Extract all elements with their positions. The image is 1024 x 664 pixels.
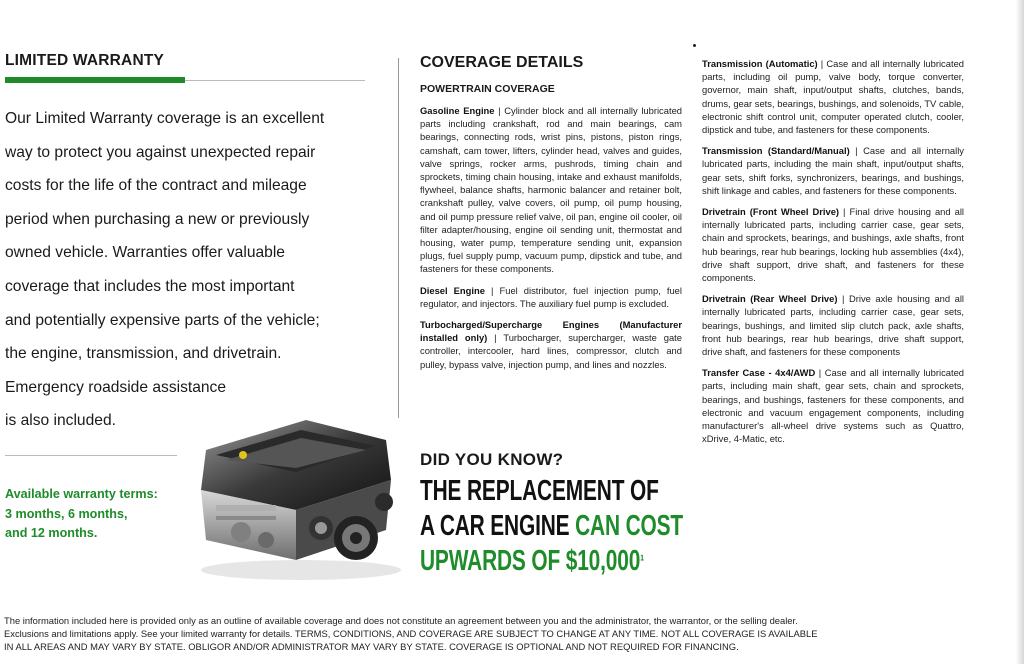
body-line: Our Limited Warranty coverage is an excellent <box>5 110 325 127</box>
footer-line: Exclusions and limitations apply. See your limited warranty for details. TERMS, CONDITIONS, AND COVERAGE ARE SUBJECT TO CHANGE AT ANY TIME. NOT ALL COVERAGE IS AVAILABLE <box>4 627 818 639</box>
footer-line: The information included here is provided only as an outline of available coverage and does not constitute an agreement between you and the administrator, the warrantor, or the selling dealer. <box>4 615 798 626</box>
column-divider <box>398 58 399 418</box>
limited-warranty-title: LIMITED WARRANTY <box>5 52 165 69</box>
disclaimer-footer <box>4 615 966 653</box>
coverage-column-right <box>702 57 964 453</box>
body-line: way to protect you against unexpected repair <box>5 143 316 161</box>
engine-cost-callout <box>420 474 683 579</box>
coverage-item-transfer-case: Transfer Case - 4x4/AWD | Case and all internally lubricated parts, including main shaft, gear sets, chain and sprockets, bearings, and bushings, fasteners for these components, and electronic and vacuum engagement components, including manufacturer's all-wheel drive systems such as Quattro, xDrive, 4-Matic, etc. <box>702 367 964 445</box>
callout-line-1: THE REPLACEMENT OF <box>420 475 659 507</box>
body-line: the engine, transmission, and drivetrain. <box>5 345 282 363</box>
coverage-item-drivetrain-rwd: Drivetrain (Rear Wheel Drive) | Drive axle housing and all internally lubricated parts, including carrier case, gear sets, bearings, bushings, and limited slip clutch pack, axle shafts, front hub bearings, rear hub bearings, drive shaft support, drive shaft, and fasteners for these components <box>702 293 964 358</box>
body-line: Emergency roadside assistance <box>5 378 227 396</box>
page-edge-shadow <box>1016 0 1024 664</box>
terms-line: Available warranty terms: <box>5 487 158 501</box>
bullet-dot <box>693 44 696 47</box>
body-line: owned vehicle. Warranties offer valuable <box>5 244 285 262</box>
powertrain-coverage-subtitle: POWERTRAIN COVERAGE <box>420 83 555 95</box>
body-line: coverage that includes the most important <box>5 277 295 295</box>
coverage-details-title: COVERAGE DETAILS <box>420 54 584 71</box>
coverage-item-transmission-automatic: Transmission (Automatic) | Case and all internally lubricated parts, including oil pump, valve body, torque converter, governor, main shaft, input/output shafts, clutches, bands, drums, gear sets, bearings, bushings, and solenoids, TV cable, electronic shift control unit, computer operated clutch, cooler, dipstick and tube, and fasteners for these components. <box>702 58 964 136</box>
callout-line-3: UPWARDS OF $\$10,000^{^1}$ <box>420 545 644 577</box>
section-divider <box>5 455 177 456</box>
limited-warranty-body <box>5 102 380 438</box>
title-rule <box>185 80 365 81</box>
coverage-item-diesel-engine: Diesel Engine | Fuel distributor, fuel injection pump, fuel regulator, and injectors. The auxiliary fuel pump is excluded. <box>420 284 682 309</box>
did-you-know-label: DID YOU KNOW? <box>420 450 564 469</box>
body-line: and potentially expensive parts of the vehicle; <box>5 311 320 329</box>
footer-line: IN ALL AREAS AND MAY VARY BY STATE. OBLIGOR AND/OR ADMINISTRATOR MAY VARY BY STATE. COVERAGE IS OPTIONAL AND NOT REQUIRED FOR FINANCING. <box>4 640 739 652</box>
terms-line: and 12 months. <box>5 526 98 540</box>
coverage-item-drivetrain-fwd: Drivetrain (Front Wheel Drive) | Final drive housing and all internally lubricated parts, including carrier case, gear sets, chain and sprockets, bearings, and bushings, axle shafts, front hub bearings, rear hub bearings, locking hub assemblies (4x4), drive shaft support, drive shaft, and fasteners for these components. <box>702 206 964 284</box>
body-line: costs for the life of the contract and mileage <box>5 177 307 195</box>
callout-line-2: A CAR ENGINE CAN COST <box>420 510 684 542</box>
body-line: period when purchasing a new or previously <box>5 210 310 228</box>
coverage-item-transmission-manual: Transmission (Standard/Manual) | Case and all internally lubricated parts, including the main shaft, input/output shafts, gear sets, shift forks, synchronizers, bearings, and bushings, shift linkage and cables, and fasteners for these components. <box>702 145 964 196</box>
coverage-item-turbocharged: Turbocharged/Supercharge Engines (Manufacturer installed only) | Turbocharger, supercharger, waste gate controller, intercooler, hard lines, compressor, clutch and pulley, bypass valve, injection pump, and lines and nozzles. <box>420 319 682 370</box>
body-line: is also included. <box>5 412 116 430</box>
coverage-column-middle <box>420 104 682 379</box>
coverage-item-gasoline-engine: Gasoline Engine | Cylinder block and all internally lubricated parts including crankshaft, rod and main bearings, cam bearings, connecting rods, wrist pins, pistons, piston rings, camshaft, cam tower, lifters, cylinder head, valves and guides, valve springs, rocker arms, pushrods, timing chain and sprockets, timing chain housing, intake and exhaust manifolds, flywheel, balance shafts, harmonic balancer and retainer bolt, crankshaft pulley, valve covers, oil pump, oil pump housing, and oil pump pressure relief valve, oil pan, engine oil cooler, oil filter adapter/housing, engine oil sending unit, thermostat and housing, water pump, temperature sending unit, expansion plugs, fuel supply pump, vacuum pump, dipstick and tube, and fasteners for these components. <box>420 105 682 275</box>
title-underline-bar <box>5 77 185 83</box>
warranty-terms <box>5 485 158 544</box>
car-engine-illustration <box>186 410 408 582</box>
terms-line: 3 months, 6 months, <box>5 506 128 521</box>
